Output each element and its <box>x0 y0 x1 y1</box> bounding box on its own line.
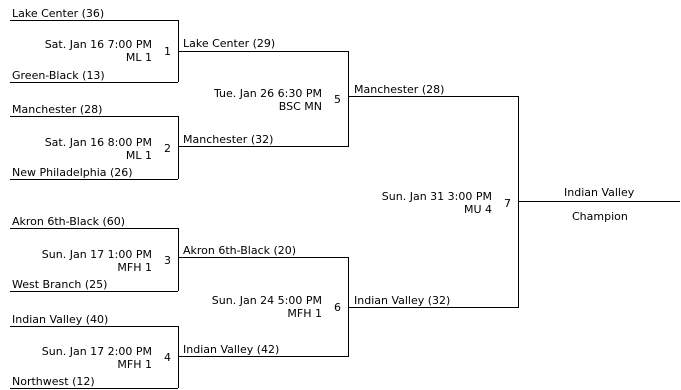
team-slot-top: Lake Center (29) <box>183 37 276 50</box>
bracket-line <box>178 257 348 258</box>
bracket-line <box>10 388 178 389</box>
game-date: Sun. Jan 31 3:00 PM <box>381 190 492 203</box>
team-slot-top: Lake Center (36) <box>12 7 105 20</box>
bracket-line <box>10 228 178 229</box>
bracket-line <box>348 51 349 147</box>
bracket-line <box>178 51 348 52</box>
team-slot-top: Akron 6th-Black (20) <box>183 244 297 257</box>
bracket-line <box>518 96 519 308</box>
bracket-line <box>178 228 179 291</box>
bracket-line <box>10 326 178 327</box>
game-date: Sat. Jan 16 8:00 PM <box>44 136 152 149</box>
game-date: Tue. Jan 26 6:30 PM <box>213 87 322 100</box>
bracket-line <box>10 116 178 117</box>
team-slot-top: Indian Valley (40) <box>12 313 109 326</box>
game-number: 4 <box>164 351 171 364</box>
bracket-line <box>178 116 179 179</box>
bracket-line <box>518 201 680 202</box>
team-slot-bottom: New Philadelphia (26) <box>12 166 133 179</box>
team-slot-top: Akron 6th-Black (60) <box>12 215 126 228</box>
bracket-line <box>10 20 178 21</box>
game-venue: MFH 1 <box>117 358 152 371</box>
game-number: 5 <box>334 93 341 106</box>
team-slot-bottom: Indian Valley (32) <box>354 294 451 307</box>
bracket-line <box>178 356 348 357</box>
champion-label: Champion <box>572 210 628 223</box>
bracket-line <box>348 307 518 308</box>
team-slot-bottom: Green-Black (13) <box>12 69 105 82</box>
team-slot-bottom: West Branch (25) <box>12 278 108 291</box>
team-slot-bottom: Northwest (12) <box>12 375 95 388</box>
game-date: Sun. Jan 24 5:00 PM <box>211 294 322 307</box>
team-slot-bottom: Indian Valley (42) <box>183 343 280 356</box>
bracket-line <box>178 326 179 388</box>
game-number: 1 <box>164 45 171 58</box>
team-slot-top: Manchester (28) <box>354 83 445 96</box>
game-venue: MFH 1 <box>117 261 152 274</box>
team-slot-top: Manchester (28) <box>12 103 103 116</box>
game-number: 7 <box>504 197 511 210</box>
bracket-line <box>348 96 518 97</box>
game-date: Sat. Jan 16 7:00 PM <box>44 38 152 51</box>
bracket-line <box>178 146 348 147</box>
game-venue: MU 4 <box>463 203 492 216</box>
game-number: 2 <box>164 142 171 155</box>
game-venue: ML 1 <box>125 149 152 162</box>
game-number: 3 <box>164 254 171 267</box>
bracket-line <box>10 291 178 292</box>
game-date: Sun. Jan 17 1:00 PM <box>41 248 152 261</box>
bracket-line <box>10 82 178 83</box>
champion-name: Indian Valley <box>564 186 635 199</box>
game-venue: BSC MN <box>278 100 322 113</box>
game-venue: MFH 1 <box>287 307 322 320</box>
game-number: 6 <box>334 301 341 314</box>
game-date: Sun. Jan 17 2:00 PM <box>41 345 152 358</box>
game-venue: ML 1 <box>125 51 152 64</box>
team-slot-bottom: Manchester (32) <box>183 133 274 146</box>
bracket-line <box>10 179 178 180</box>
